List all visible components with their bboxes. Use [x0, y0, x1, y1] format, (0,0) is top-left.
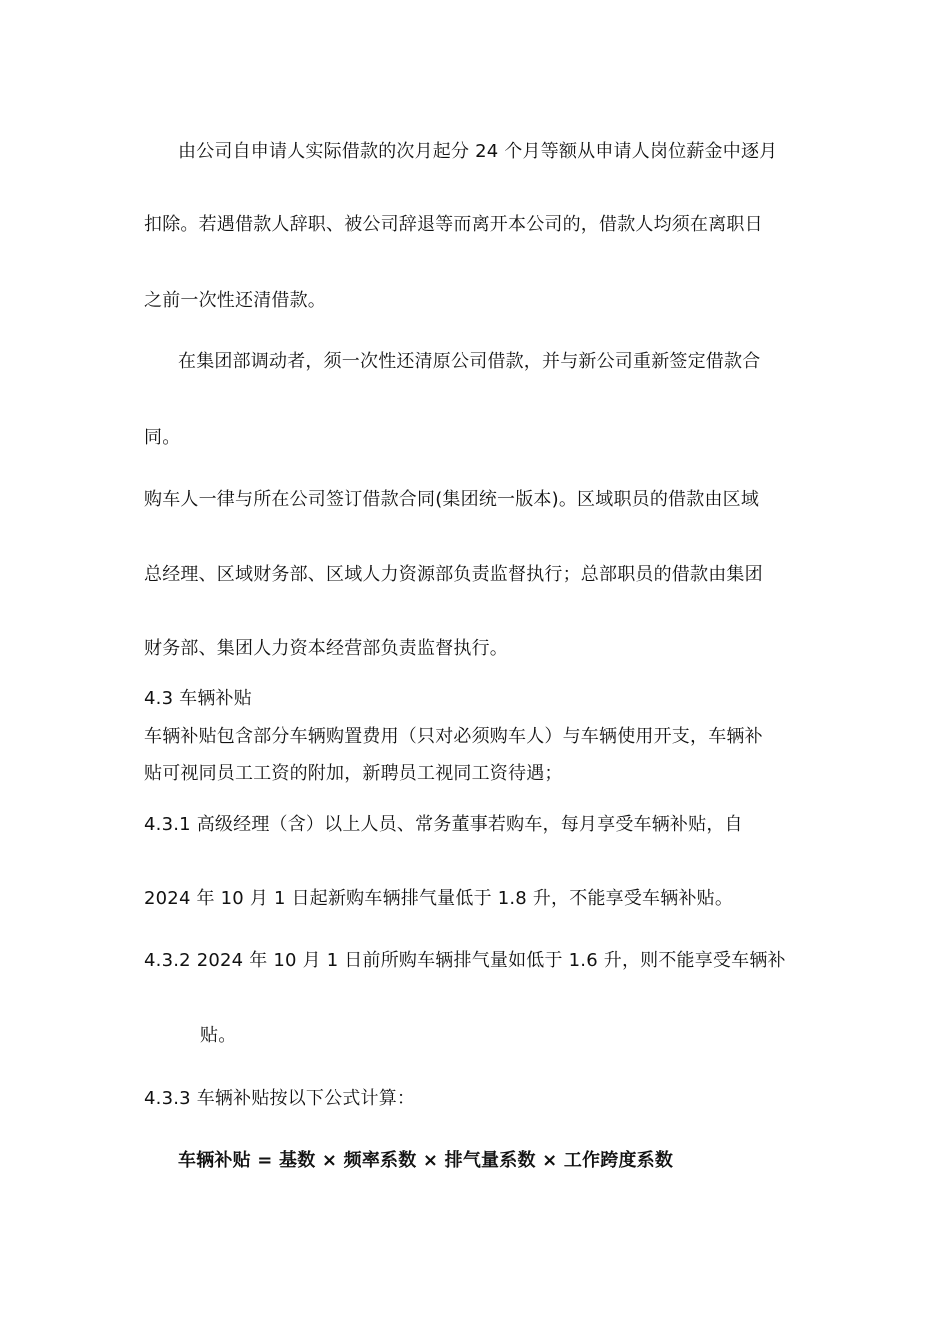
paragraph-1-line-3: 之前一次性还清借款。 [144, 290, 326, 311]
paragraph-4-line-1: 车辆补贴包含部分车辆购置费用（只对必须购车人）与车辆使用开支，车辆补 [144, 726, 763, 747]
paragraph-1-line-1: 由公司自申请人实际借款的次月起分 24 个月等额从申请人岗位薪金中逐月 [178, 141, 778, 162]
paragraph-3-line-1: 购车人一律与所在公司签订借款合同(集团统一版本)。区域职员的借款由区域 [144, 489, 760, 510]
section-heading: 4.3 车辆补贴 [144, 688, 252, 709]
item-4-3-1-line-1: 4.3.1 高级经理（含）以上人员、常务董事若购车，每月享受车辆补贴，自 [144, 814, 743, 835]
item-4-3-3-line-1: 4.3.3 车辆补贴按以下公式计算： [144, 1088, 416, 1109]
item-4-3-2-line-1: 4.3.2 2024 年 10 月 1 日前所购车辆排气量如低于 1.6 升，则不能享受车辆补 [144, 950, 786, 971]
paragraph-1-line-2: 扣除。若遇借款人辞职、被公司辞退等而离开本公司的，借款人均须在离职日 [144, 214, 763, 235]
paragraph-3-line-2: 总经理、区域财务部、区域人力资源部负责监督执行；总部职员的借款由集团 [144, 564, 763, 585]
paragraph-4-line-2: 贴可视同员工工资的附加，新聘员工视同工资待遇； [144, 763, 563, 784]
formula: 车辆补贴 = 基数 × 频率系数 × 排气量系数 × 工作跨度系数 [178, 1150, 674, 1171]
paragraph-3-line-3: 财务部、集团人力资本经营部负责监督执行。 [144, 638, 508, 659]
item-4-3-2-line-2: 贴。 [200, 1025, 237, 1046]
paragraph-2-line-1: 在集团部调动者，须一次性还清原公司借款，并与新公司重新签定借款合 [178, 351, 761, 372]
item-4-3-1-line-2: 2024 年 10 月 1 日起新购车辆排气量低于 1.8 升，不能享受车辆补贴。 [144, 888, 734, 909]
paragraph-2-line-2: 同。 [144, 427, 181, 448]
